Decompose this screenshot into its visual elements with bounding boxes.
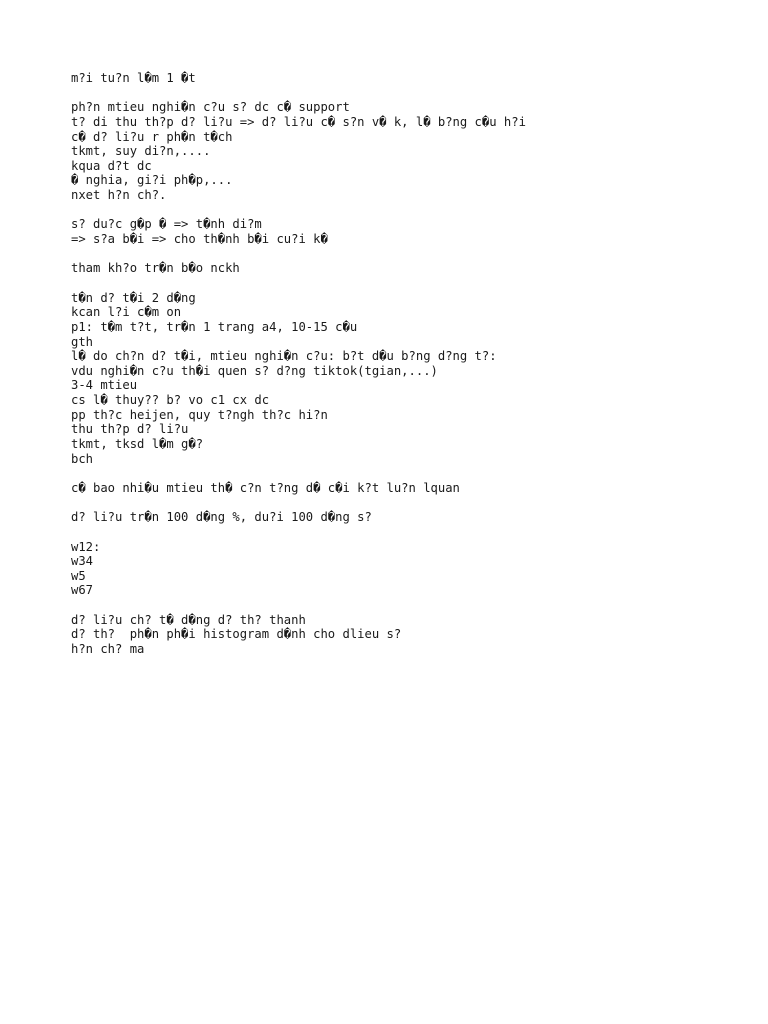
- document-line: cs l� thuy?? b? vo c1 cx dc: [71, 393, 270, 408]
- document-line: [71, 203, 751, 218]
- document-line: nxet h?n ch?.: [71, 188, 167, 203]
- document-line: d? th? ph�n ph�i histogram d�nh cho dlieu s?: [71, 627, 402, 642]
- document-line: [71, 247, 751, 262]
- document-text: [71, 71, 751, 657]
- document-line: tkmt, tksd l�m g�?: [71, 437, 204, 452]
- document-line: s? du?c g�p � => t�nh di?m: [71, 217, 262, 232]
- document-line: w12:: [71, 539, 101, 554]
- document-line: [71, 496, 751, 511]
- document-line: w5: [71, 568, 86, 583]
- document-line: p1: t�m t?t, tr�n 1 trang a4, 10-15 c�u: [71, 319, 358, 334]
- document-line: kqua d?t dc: [71, 158, 152, 173]
- document-line: [71, 525, 751, 540]
- document-line: c� bao nhi�u mtieu th� c?n t?ng d� c�i k?t lu?n lquan: [71, 480, 460, 495]
- document-line: t? di thu th?p d? li?u => d? li?u c� s?n v� k, l� b?ng c�u h?i: [71, 114, 526, 129]
- document-line: vdu nghi�n c?u th�i quen s? d?ng tiktok(tgian,...): [71, 363, 438, 378]
- document-line: tham kh?o tr�n b�o nckh: [71, 261, 240, 276]
- document-line: d? li?u ch? t� d�ng d? th? thanh: [71, 612, 306, 627]
- document-line: w67: [71, 583, 94, 598]
- document-line: c� d? li?u r ph�n t�ch: [71, 129, 233, 144]
- document-line: ph?n mtieu nghi�n c?u s? dc c� support: [71, 100, 350, 115]
- document-line: 3-4 mtieu: [71, 378, 138, 393]
- document-line: pp th?c heijen, quy t?ngh th?c hi?n: [71, 407, 328, 422]
- document-line: h?n ch? ma: [71, 641, 145, 656]
- document-line: tkmt, suy di?n,....: [71, 144, 211, 159]
- document-line: d? li?u tr�n 100 d�ng %, du?i 100 d�ng s?: [71, 510, 372, 525]
- document-line: kcan l?i c�m on: [71, 305, 182, 320]
- document-line: w34: [71, 554, 94, 569]
- document-line: [71, 86, 751, 101]
- document-line: l� do ch?n d? t�i, mtieu nghi�n c?u: b?t d�u b?ng d?ng t?:: [71, 349, 497, 364]
- document-line: [71, 276, 751, 291]
- document-line: � nghia, gi?i ph�p,...: [71, 173, 233, 188]
- document-line: thu th?p d? li?u: [71, 422, 189, 437]
- document-line: [71, 598, 751, 613]
- document-line: m?i tu?n l�m 1 �t: [71, 71, 196, 85]
- document-line: t�n d? t�i 2 d�ng: [71, 290, 196, 305]
- document-line: gth: [71, 334, 94, 349]
- document-line: => s?a b�i => cho th�nh b�i cu?i k�: [71, 232, 328, 247]
- document-line: bch: [71, 451, 94, 466]
- document-line: [71, 466, 751, 481]
